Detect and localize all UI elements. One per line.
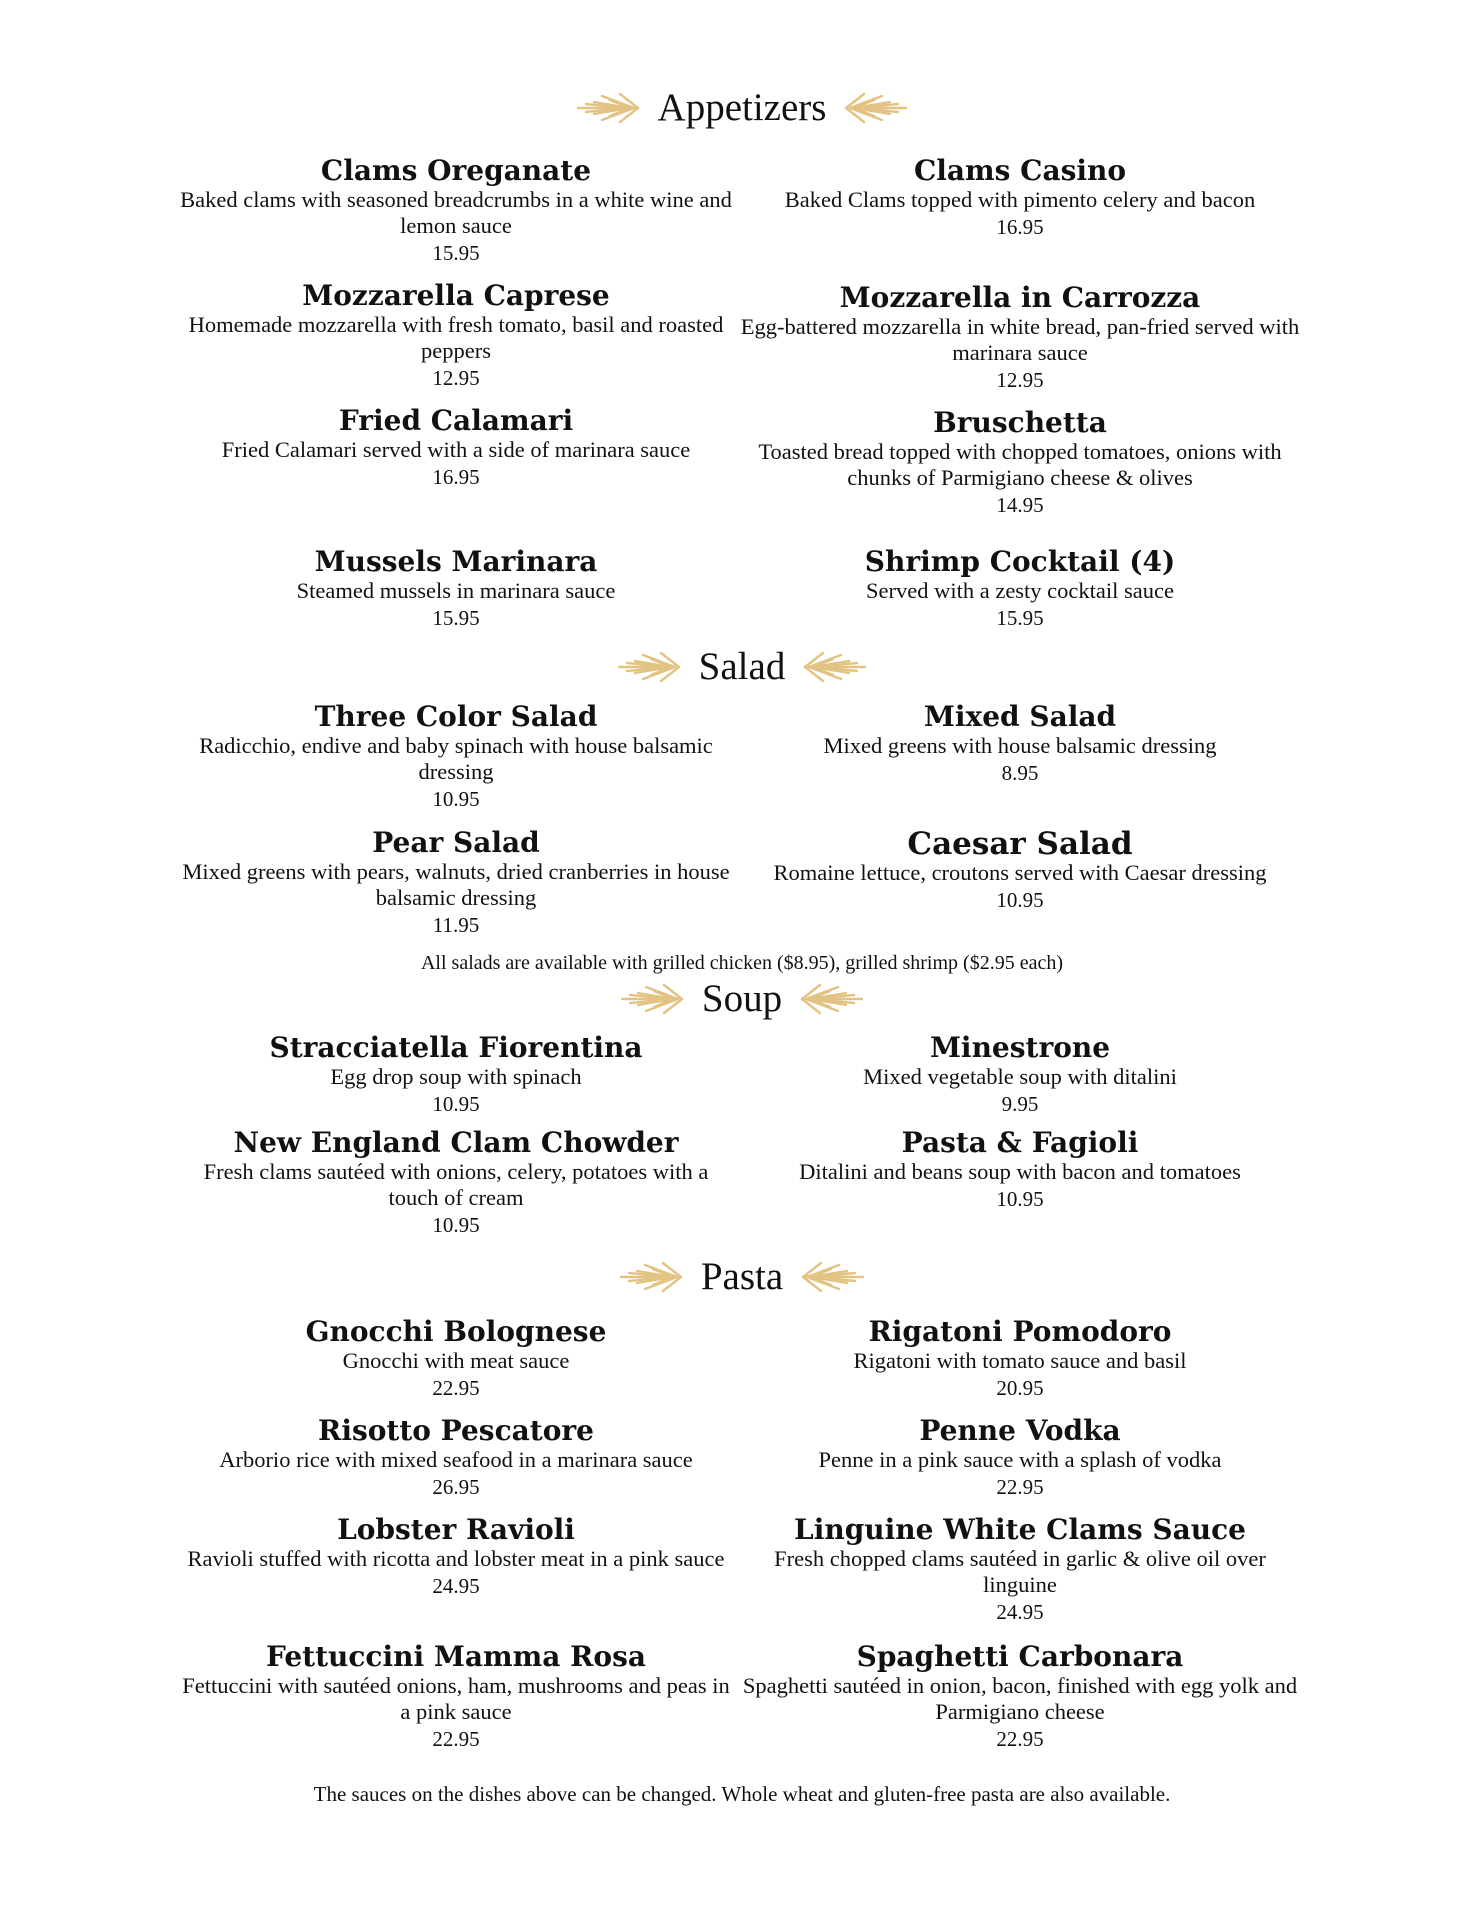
menu-item bbox=[176, 827, 736, 939]
item-price: 12.95 bbox=[996, 368, 1044, 392]
section-title: Appetizers bbox=[657, 86, 827, 129]
item-name: Linguine White Clams Sauce bbox=[794, 1513, 1246, 1546]
section-title: Salad bbox=[698, 645, 786, 688]
item-name: Mozzarella Caprese bbox=[302, 279, 610, 312]
menu-item bbox=[176, 1514, 736, 1600]
item-name: Mussels Marinara bbox=[314, 545, 598, 578]
menu-item bbox=[176, 280, 736, 392]
item-price: 26.95 bbox=[432, 1475, 480, 1499]
item-name: Clams Oreganate bbox=[320, 154, 592, 187]
menu-item bbox=[176, 546, 736, 632]
wheat-icon bbox=[801, 649, 869, 685]
item-description: Baked clams with seasoned breadcrumbs in a white wine and lemon sauce bbox=[180, 187, 732, 238]
item-price: 16.95 bbox=[996, 215, 1044, 239]
item-description: Mixed vegetable soup with ditalini bbox=[863, 1064, 1177, 1089]
item-name: Shrimp Cocktail (4) bbox=[864, 545, 1176, 578]
section-header-appetizers bbox=[0, 88, 1484, 127]
item-price: 24.95 bbox=[432, 1574, 480, 1598]
menu-item bbox=[176, 701, 736, 813]
item-description: Homemade mozzarella with fresh tomato, basil and roasted peppers bbox=[188, 312, 724, 363]
item-description: Egg drop soup with spinach bbox=[330, 1064, 582, 1089]
item-description: Gnocchi with meat sauce bbox=[342, 1348, 570, 1373]
menu-item bbox=[740, 828, 1300, 914]
wheat-icon bbox=[617, 1259, 685, 1295]
item-description: Rigatoni with tomato sauce and basil bbox=[853, 1348, 1187, 1373]
item-price: 20.95 bbox=[996, 1376, 1044, 1400]
menu-item bbox=[176, 1032, 736, 1118]
item-description: Fresh clams sautéed with onions, celery, potatoes with a touch of cream bbox=[203, 1159, 709, 1210]
item-name: Caesar Salad bbox=[907, 826, 1133, 862]
menu-item bbox=[740, 282, 1300, 394]
item-name: Fettuccini Mamma Rosa bbox=[266, 1640, 646, 1673]
item-description: Radicchio, endive and baby spinach with house balsamic dressing bbox=[199, 733, 713, 784]
pasta-note: The sauces on the dishes above can be changed. Whole wheat and gluten-free pasta are also available. bbox=[313, 1782, 1171, 1806]
item-name: Spaghetti Carbonara bbox=[856, 1640, 1184, 1673]
item-name: Lobster Ravioli bbox=[337, 1513, 575, 1546]
item-description: Mixed greens with pears, walnuts, dried cranberries in house balsamic dressing bbox=[182, 859, 730, 910]
item-price: 8.95 bbox=[1001, 761, 1039, 785]
wheat-icon bbox=[798, 981, 866, 1017]
item-description: Steamed mussels in marinara sauce bbox=[296, 578, 616, 603]
item-description: Mixed greens with house balsamic dressing bbox=[823, 733, 1217, 758]
item-description: Romaine lettuce, croutons served with Caesar dressing bbox=[773, 860, 1267, 885]
menu-item bbox=[740, 701, 1300, 787]
item-description: Arborio rice with mixed seafood in a marinara sauce bbox=[219, 1447, 693, 1472]
item-price: 22.95 bbox=[432, 1376, 480, 1400]
item-price: 22.95 bbox=[996, 1475, 1044, 1499]
item-description: Fresh chopped clams sautéed in garlic & olive oil over linguine bbox=[774, 1546, 1266, 1597]
item-price: 14.95 bbox=[996, 493, 1044, 517]
wheat-icon bbox=[615, 649, 683, 685]
item-name: Stracciatella Fiorentina bbox=[269, 1031, 643, 1064]
menu-item bbox=[176, 155, 736, 267]
section-header-soup bbox=[0, 979, 1484, 1018]
item-price: 10.95 bbox=[996, 888, 1044, 912]
item-description: Spaghetti sautéed in onion, bacon, finished with egg yolk and Parmigiano cheese bbox=[742, 1673, 1298, 1724]
section-title: Pasta bbox=[700, 1255, 784, 1298]
menu-item bbox=[740, 1641, 1300, 1753]
item-price: 11.95 bbox=[432, 913, 480, 937]
item-price: 24.95 bbox=[996, 1600, 1044, 1624]
item-price: 12.95 bbox=[432, 366, 480, 390]
item-description: Egg-battered mozzarella in white bread, pan-fried served with marinara sauce bbox=[740, 314, 1300, 365]
menu-item bbox=[740, 407, 1300, 519]
menu-item bbox=[740, 1415, 1300, 1501]
item-description: Ditalini and beans soup with bacon and tomatoes bbox=[799, 1159, 1241, 1184]
salad-addon-note: All salads are available with grilled chicken ($8.95), grilled shrimp ($2.95 each) bbox=[420, 952, 1063, 974]
item-name: Risotto Pescatore bbox=[318, 1414, 594, 1447]
item-name: Minestrone bbox=[929, 1031, 1111, 1064]
item-name: Fried Calamari bbox=[338, 404, 574, 437]
item-name: Mixed Salad bbox=[923, 700, 1117, 733]
menu-item bbox=[740, 1316, 1300, 1402]
menu-item bbox=[740, 1127, 1300, 1213]
item-price: 16.95 bbox=[432, 465, 480, 489]
menu-item bbox=[176, 1127, 736, 1239]
menu-item bbox=[176, 1316, 736, 1402]
item-price: 10.95 bbox=[432, 1213, 480, 1237]
menu-item bbox=[176, 1415, 736, 1501]
wheat-icon bbox=[574, 90, 642, 126]
item-description: Fettuccini with sautéed onions, ham, mushrooms and peas in a pink sauce bbox=[182, 1673, 730, 1724]
item-name: Mozzarella in Carrozza bbox=[839, 281, 1201, 314]
section-header-salad bbox=[0, 647, 1484, 686]
wheat-icon bbox=[799, 1259, 867, 1295]
item-price: 22.95 bbox=[432, 1727, 480, 1751]
item-price: 10.95 bbox=[432, 787, 480, 811]
menu-item bbox=[740, 155, 1300, 241]
menu-item bbox=[176, 405, 736, 491]
item-name: New England Clam Chowder bbox=[233, 1126, 679, 1159]
item-price: 9.95 bbox=[1001, 1092, 1039, 1116]
item-description: Fried Calamari served with a side of marinara sauce bbox=[221, 437, 691, 462]
menu-item bbox=[740, 1032, 1300, 1118]
section-title: Soup bbox=[701, 977, 783, 1020]
item-name: Penne Vodka bbox=[919, 1414, 1121, 1447]
item-price: 22.95 bbox=[996, 1727, 1044, 1751]
item-price: 15.95 bbox=[432, 606, 480, 630]
item-name: Gnocchi Bolognese bbox=[305, 1315, 607, 1348]
item-name: Pasta & Fagioli bbox=[901, 1126, 1139, 1159]
wheat-icon bbox=[618, 981, 686, 1017]
wheat-icon bbox=[842, 90, 910, 126]
menu-item bbox=[176, 1641, 736, 1753]
item-description: Served with a zesty cocktail sauce bbox=[865, 578, 1174, 603]
item-description: Baked Clams topped with pimento celery and bacon bbox=[784, 187, 1256, 212]
menu-item bbox=[740, 546, 1300, 632]
menu-item bbox=[740, 1514, 1300, 1626]
section-header-pasta bbox=[0, 1257, 1484, 1296]
item-description: Penne in a pink sauce with a splash of vodka bbox=[818, 1447, 1222, 1472]
item-price: 10.95 bbox=[996, 1187, 1044, 1211]
item-price: 15.95 bbox=[996, 606, 1044, 630]
item-description: Ravioli stuffed with ricotta and lobster meat in a pink sauce bbox=[187, 1546, 725, 1571]
item-name: Bruschetta bbox=[933, 406, 1107, 439]
item-name: Three Color Salad bbox=[314, 700, 598, 733]
item-price: 10.95 bbox=[432, 1092, 480, 1116]
item-name: Pear Salad bbox=[372, 826, 540, 859]
item-name: Clams Casino bbox=[913, 154, 1127, 187]
item-description: Toasted bread topped with chopped tomatoes, onions with chunks of Parmigiano cheese & olives bbox=[758, 439, 1282, 490]
item-price: 15.95 bbox=[432, 241, 480, 265]
item-name: Rigatoni Pomodoro bbox=[868, 1315, 1172, 1348]
